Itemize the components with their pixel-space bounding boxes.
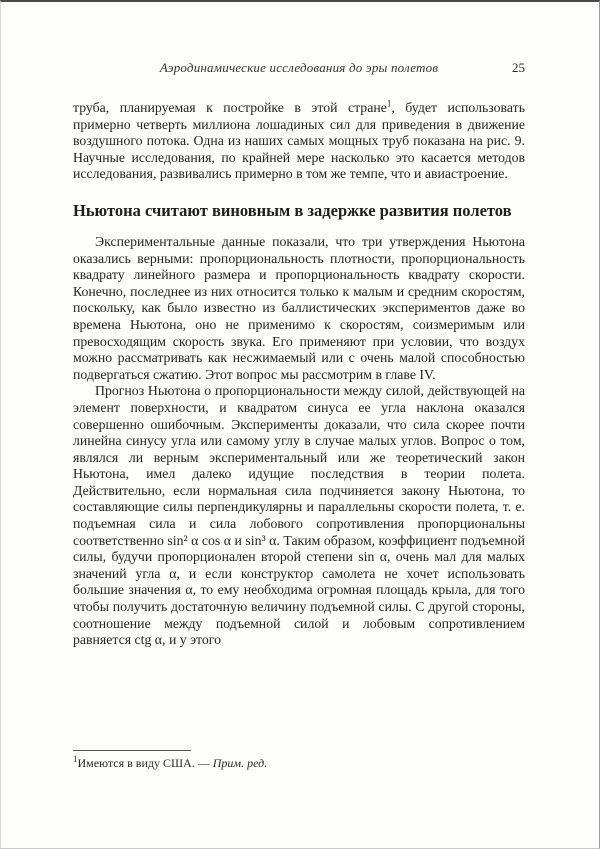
page-content bbox=[73, 60, 525, 649]
paragraph-text: , будет использовать примерно четверть миллиона лошадиных сил для приведения в движение воздушного потока. Одна из наших самых мощных труб показана на рис. 9. Научные исследования, по крайней мере насколько это касается методов исследования, развивались примерно в том же темпе, что и авиастроение. bbox=[73, 100, 525, 182]
footnote-reference: 1 bbox=[386, 98, 392, 109]
footnote-divider bbox=[73, 750, 191, 751]
footnote-source: Прим. ред. bbox=[212, 756, 268, 770]
page-number: 25 bbox=[512, 60, 525, 75]
paragraph-newton-prognosis: Прогноз Ньютона о пропорциональности между силой, действующей на элемент поверхности, и квадратом синуса ее угла наклона оказался совершенно ошибочным. Эксперименты доказали, что сила скорее почти линейна синусу угла или самому углу в случае малых углов. Вопрос о том, являлся ли верным экспериментальный или же теоретический закон Ньютона, имел далеко идущие последствия в теории полета. Действительно, если нормальная сила подчиняется закону Ньютона, то составляющие силы перпендикулярны и параллельны скорости полета, т. е. подъемная сила и сила лобового сопротивления пропорциональны соответственно sin² α cos α и sin³ α. Таким образом, коэффициент подъемной силы, будучи пропорционален второй степени sin α, очень мал для малых значений угла α, и если конструктор самолета не хочет использовать большие значения α, то ему необходима огромная площадь крыла, для того чтобы получить достаточную величину подъемной силы. С другой стороны, соотношение между подъемной силой и лобовым сопротивлением равняется ctg α, и у этого bbox=[73, 383, 525, 648]
footnote-marker: 1 bbox=[73, 754, 78, 764]
running-head-title: Аэродинамические исследования до эры полетов bbox=[159, 60, 439, 75]
footnote-block bbox=[73, 750, 525, 771]
paragraph-newton-statements: Экспериментальные данные показали, что три утверждения Ньютона оказались верными: пропорциональность плотности, пропорциональность квадрату линейного размера и пропорциональность квадрату скорости. Конечно, последнее из них относится только к малым и средним скоростям, поскольку, как было известно из баллистических экспериментов даже во времена Ньютона, оно не применимо к скоростям, соизмеримым или превосходящим скорость звука. Его применяют при условии, что воздух можно рассматривать как несжимаемый или с очень малой способностью подвергаться сжатию. Этот вопрос мы рассмотрим в главе IV. bbox=[73, 233, 525, 382]
paragraph-text: труба, планируемая к постройке в этой стране bbox=[73, 100, 387, 115]
running-head bbox=[73, 60, 525, 78]
section-heading: Ньютона считают виновным в задержке развития полетов bbox=[73, 200, 512, 220]
paragraph-continuation bbox=[73, 100, 525, 183]
footnote-text bbox=[73, 756, 525, 771]
footnote-body: Имеются в виду США. — bbox=[77, 756, 213, 770]
